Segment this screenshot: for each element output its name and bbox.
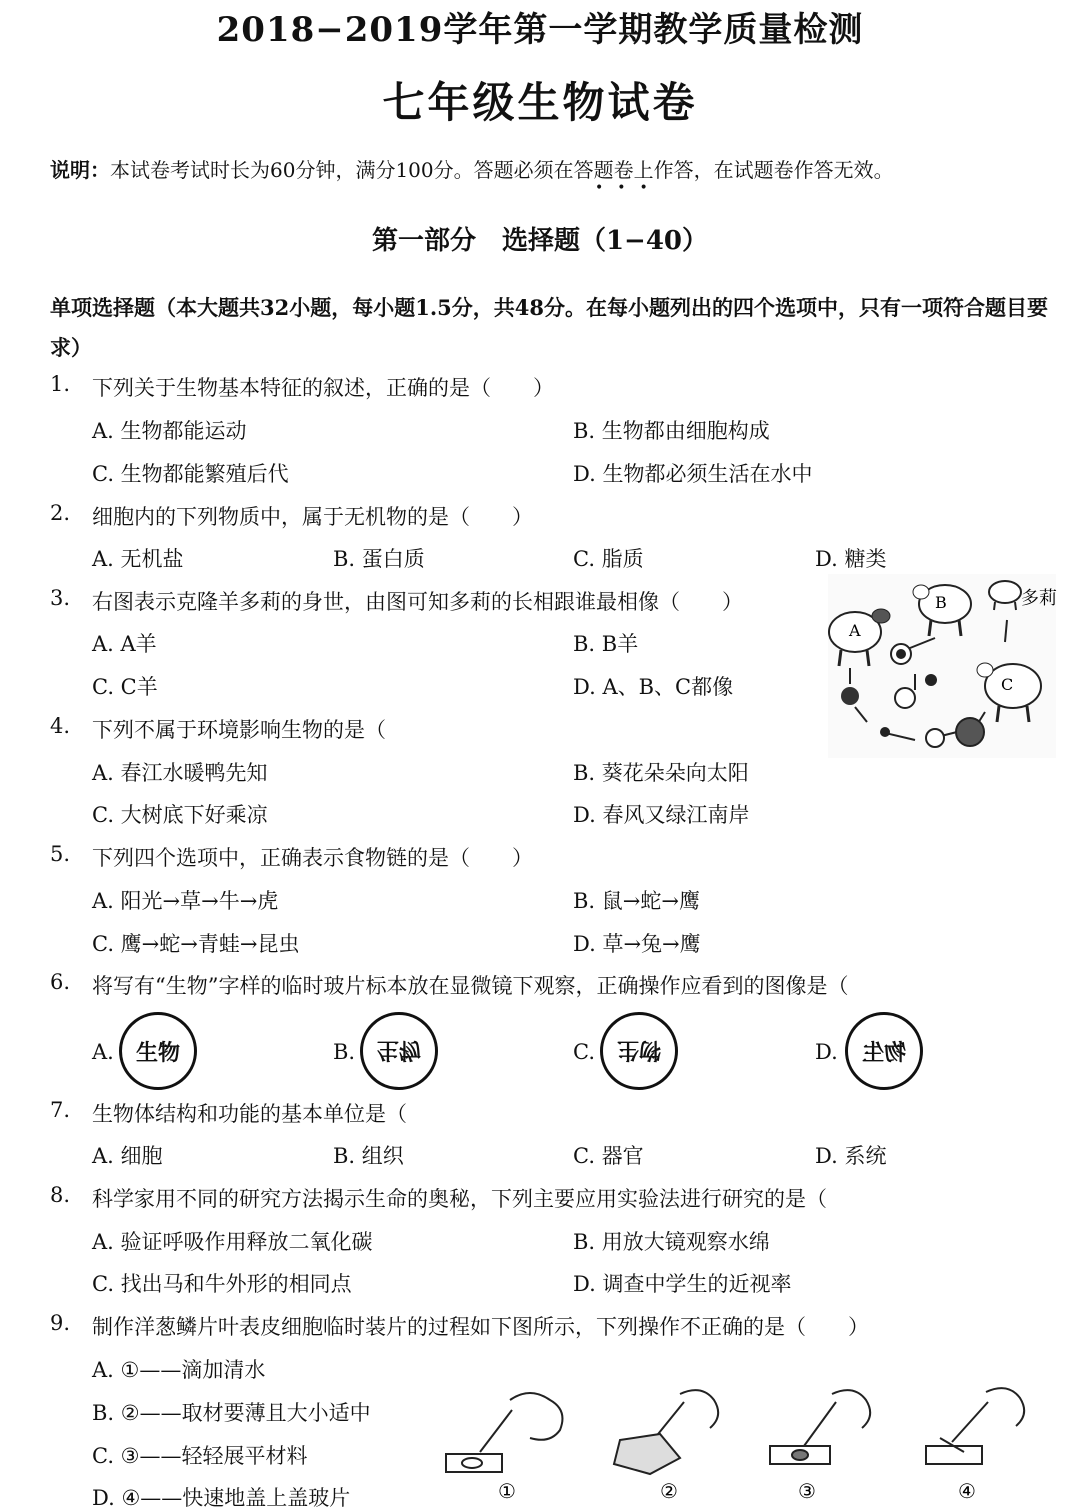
question-7-stem: 生物体结构和功能的基本单位是（: [92, 1102, 407, 1126]
cell-icon: [926, 729, 944, 747]
question-3-stem: 右图表示克隆羊多莉的身世，由图可知多莉的长相跟谁最相像（ ）: [92, 590, 743, 614]
question-1-stem: 下列关于生物基本特征的叙述，正确的是（ ）: [92, 376, 554, 400]
question-7-option-a: A. 细胞: [92, 1144, 163, 1168]
question-5-option-d: D. 草→兔→鹰: [573, 932, 701, 956]
question-5-number: 5.: [50, 842, 71, 866]
clone-sheep-figure: [825, 572, 1060, 760]
question-1-option-d: D. 生物都必须生活在水中: [573, 462, 813, 486]
microscope-view-b: [360, 1012, 438, 1090]
question-6-option-a: A.: [92, 1040, 114, 1064]
question-7-option-b: B. 组织: [333, 1144, 404, 1168]
question-9-number: 9.: [50, 1311, 71, 1335]
question-4-number: 4.: [50, 714, 71, 738]
microscope-view-c: [600, 1012, 678, 1090]
dolly-label: 多莉: [1021, 588, 1057, 609]
question-2-stem: 细胞内的下列物质中，属于无机物的是（ ）: [92, 505, 533, 529]
question-6-option-b: B.: [333, 1040, 356, 1064]
dropper-step-icon: [446, 1393, 562, 1472]
microscope-view-b-text: 生物: [376, 1036, 421, 1063]
question-5-option-a: A. 阳光→草→牛→虎: [92, 889, 279, 913]
sheep-a-label: A: [849, 621, 861, 640]
question-7-option-d: D. 系统: [815, 1144, 887, 1168]
nucleus-icon: [896, 649, 906, 659]
question-2-option-b: B. 蛋白质: [333, 547, 425, 571]
question-1-option-b: B. 生物都由细胞构成: [573, 419, 770, 443]
sheep-c-label: C: [1001, 675, 1014, 694]
coverslip-step-icon: [926, 1388, 1024, 1464]
nucleus-icon: [925, 674, 937, 686]
note-label: 说明：: [50, 158, 110, 182]
microscope-view-d-text: 物生: [861, 1039, 906, 1066]
question-5-option-c: C. 鹰→蛇→青蛙→昆虫: [92, 932, 300, 956]
question-5-stem: 下列四个选项中，正确表示食物链的是（ ）: [92, 846, 533, 870]
exam-note: [50, 154, 894, 183]
microscope-view-c-text: 物生: [616, 1036, 661, 1063]
cell-icon: [841, 687, 859, 705]
question-9-option-b: B. ②——取材要薄且大小适中: [92, 1401, 371, 1425]
question-8-option-a: A. 验证呼吸作用释放二氧化碳: [92, 1230, 373, 1254]
note-text: 本试卷考试时长为60分钟，满分100分。答题必须在答题卷上作答，在试题卷作答无效。: [110, 158, 894, 182]
question-5-option-b: B. 鼠→蛇→鹰: [573, 889, 700, 913]
question-9-option-c: C. ③——轻轻展平材料: [92, 1444, 308, 1468]
slide-preparation-figure: [440, 1380, 1040, 1508]
question-6-number: 6.: [50, 970, 71, 994]
question-8-stem: 科学家用不同的研究方法揭示生命的奥秘，下列主要应用实验法进行研究的是（: [92, 1187, 827, 1211]
nucleus-icon: [880, 727, 890, 737]
exam-title: 2018−2019学年第一学期教学质量检测: [216, 10, 864, 50]
exam-subtitle: 七年级生物试卷: [382, 78, 698, 127]
question-1-number: 1.: [50, 372, 71, 396]
needle-step-icon: [770, 1390, 870, 1464]
microscope-view-a-text: 生物: [135, 1039, 180, 1066]
question-8-option-d: D. 调查中学生的近视率: [573, 1272, 792, 1296]
question-4-option-b: B. 葵花朵朵向太阳: [573, 761, 749, 785]
question-6-option-d: D.: [815, 1040, 838, 1064]
question-3-option-c: C. C羊: [92, 675, 158, 699]
question-3-option-b: B. B羊: [573, 632, 639, 656]
step-2-label: ②: [660, 1479, 678, 1503]
tweezers-step-icon: [614, 1390, 718, 1474]
question-4-option-a: A. 春江水暖鸭先知: [92, 761, 268, 785]
microscope-view-a: [119, 1012, 197, 1090]
question-8-option-c: C. 找出马和牛外形的相同点: [92, 1272, 352, 1296]
microscope-view-d: [845, 1012, 923, 1090]
question-3-number: 3.: [50, 586, 71, 610]
question-7-option-c: C. 器官: [573, 1144, 644, 1168]
question-2-number: 2.: [50, 501, 71, 525]
emphasis-dots: •••: [595, 180, 662, 196]
question-9-stem: 制作洋葱鳞片叶表皮细胞临时装片的过程如下图所示，下列操作不正确的是（ ）: [92, 1315, 869, 1339]
question-4-stem: 下列不属于环境影响生物的是（: [92, 718, 386, 742]
sheep-b-label: B: [935, 593, 947, 612]
question-6-option-c: C.: [573, 1040, 595, 1064]
step-4-label: ④: [958, 1479, 976, 1503]
question-9-option-a: A. ①——滴加清水: [92, 1358, 266, 1382]
question-6-stem: 将写有“生物”字样的临时玻片标本放在显微镜下观察，正确操作应看到的图像是（: [92, 974, 849, 998]
question-7-number: 7.: [50, 1098, 71, 1122]
question-8-number: 8.: [50, 1183, 71, 1207]
question-4-option-d: D. 春风又绿江南岸: [573, 803, 750, 827]
question-4-option-c: C. 大树底下好乘凉: [92, 803, 268, 827]
question-3-option-a: A. A羊: [92, 632, 157, 656]
part-instructions: 单项选择题（本大题共32小题，每小题1.5分，共48分。在每小题列出的四个选项中，只有一项符合题目要求）: [50, 295, 1048, 360]
question-1-option-a: A. 生物都能运动: [92, 419, 247, 443]
embryo-icon: [956, 718, 984, 746]
cell-icon: [895, 688, 915, 708]
question-3-option-d: D. A、B、C都像: [573, 675, 734, 699]
part-title: 第一部分 选择题（1−40）: [371, 226, 709, 256]
question-2-option-c: C. 脂质: [573, 547, 644, 571]
question-1-option-c: C. 生物都能繁殖后代: [92, 462, 289, 486]
question-8-option-b: B. 用放大镜观察水绵: [573, 1230, 770, 1254]
step-3-label: ③: [798, 1479, 816, 1503]
question-2-option-d: D. 糖类: [815, 547, 887, 571]
question-9-option-d: D. ④——快速地盖上盖玻片: [92, 1486, 351, 1510]
question-2-option-a: A. 无机盐: [92, 547, 184, 571]
step-1-label: ①: [498, 1479, 516, 1503]
